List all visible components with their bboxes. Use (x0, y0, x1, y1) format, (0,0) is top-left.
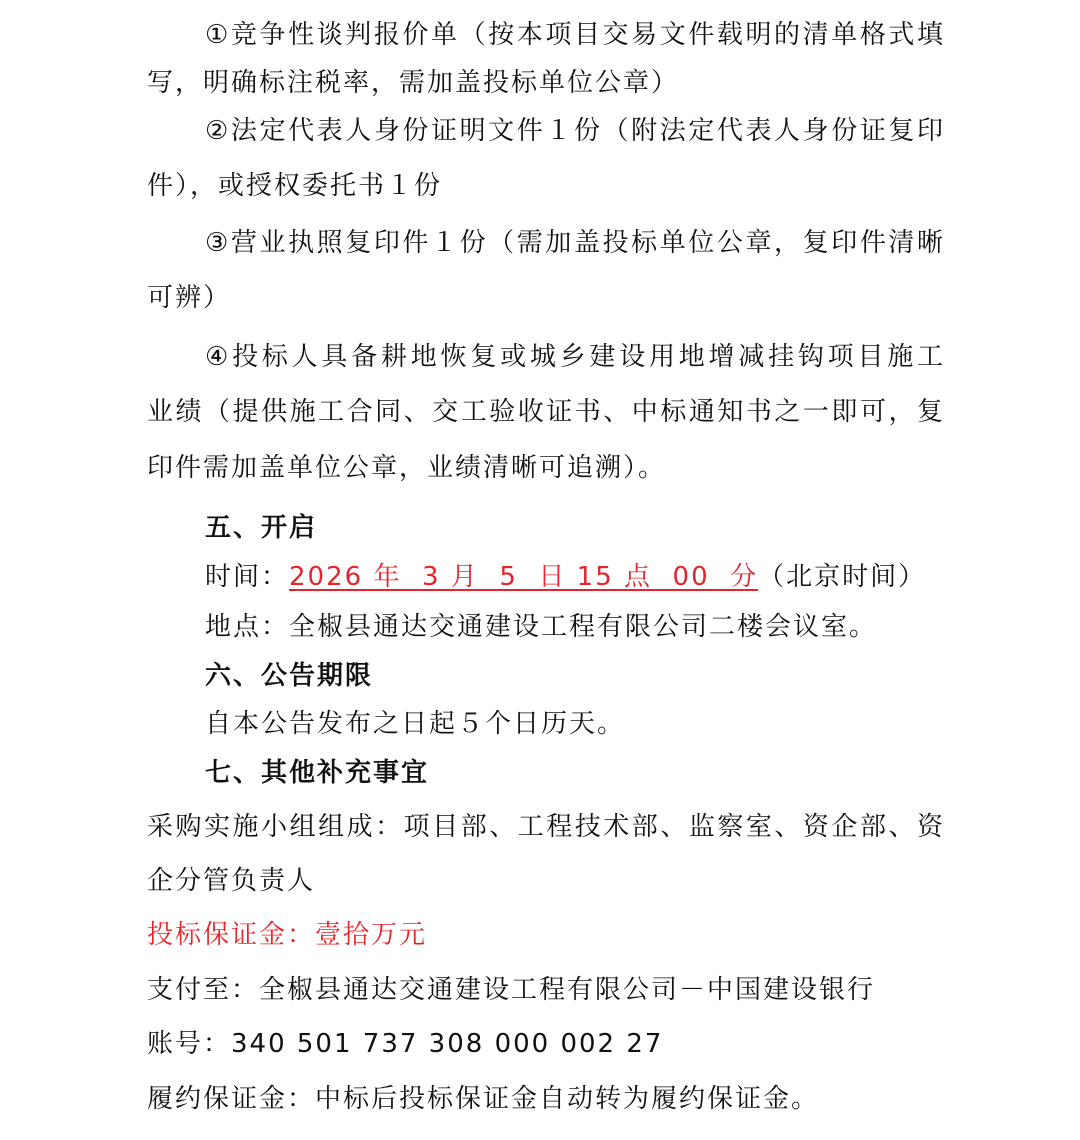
item-1-line-1: ①竞争性谈判报价单（按本项目交易文件载明的清单格式填 (205, 20, 945, 50)
item-4-line-2: 业绩（提供施工合同、交工验收证书、中标通知书之一即可，复 (147, 397, 945, 427)
performance-deposit: 履约保证金：中标后投标保证金自动转为履约保证金。 (147, 1084, 820, 1114)
time-label: 时间： (205, 562, 290, 592)
item-4-line-3: 印件需加盖单位公章，业绩清晰可追溯）。 (147, 453, 667, 483)
time-suffix: （北京时间） (758, 562, 927, 592)
account-number: 账号：340 501 737 308 000 002 27 (147, 1029, 664, 1059)
opening-place: 地点：全椒县通达交通建设工程有限公司二楼会议室。 (205, 612, 878, 642)
item-4-line-1: ④投标人具备耕地恢复或城乡建设用地增减挂钩项目施工 (205, 342, 945, 372)
item-1-line-2: 写，明确标注税率，需加盖投标单位公章） (147, 68, 680, 98)
team-line-1: 采购实施小组组成：项目部、工程技术部、监察室、资企部、资 (147, 812, 945, 842)
opening-time (205, 559, 926, 595)
item-3-line-2: 可辨） (147, 283, 232, 313)
section-6-heading: 六、公告期限 (205, 661, 374, 691)
notice-period: 自本公告发布之日起５个日历天。 (205, 709, 626, 739)
team-line-2: 企分管负责人 (147, 866, 316, 896)
section-5-heading: 五、开启 (205, 513, 318, 543)
item-2-line-2: 件），或授权委托书１份 (147, 171, 443, 201)
pay-to: 支付至：全椒县通达交通建设工程有限公司－中国建设银行 (147, 975, 876, 1005)
item-2-line-1: ②法定代表人身份证明文件１份（附法定代表人身份证复印 (205, 116, 945, 146)
item-3-line-1: ③营业执照复印件１份（需加盖投标单位公章，复印件清晰 (205, 228, 945, 258)
bid-deposit: 投标保证金：壹拾万元 (147, 920, 428, 950)
section-7-heading: 七、其他补充事宜 (205, 758, 430, 788)
time-value: 2026 年 3 月 5 日 15 点 00 分 (289, 562, 759, 592)
